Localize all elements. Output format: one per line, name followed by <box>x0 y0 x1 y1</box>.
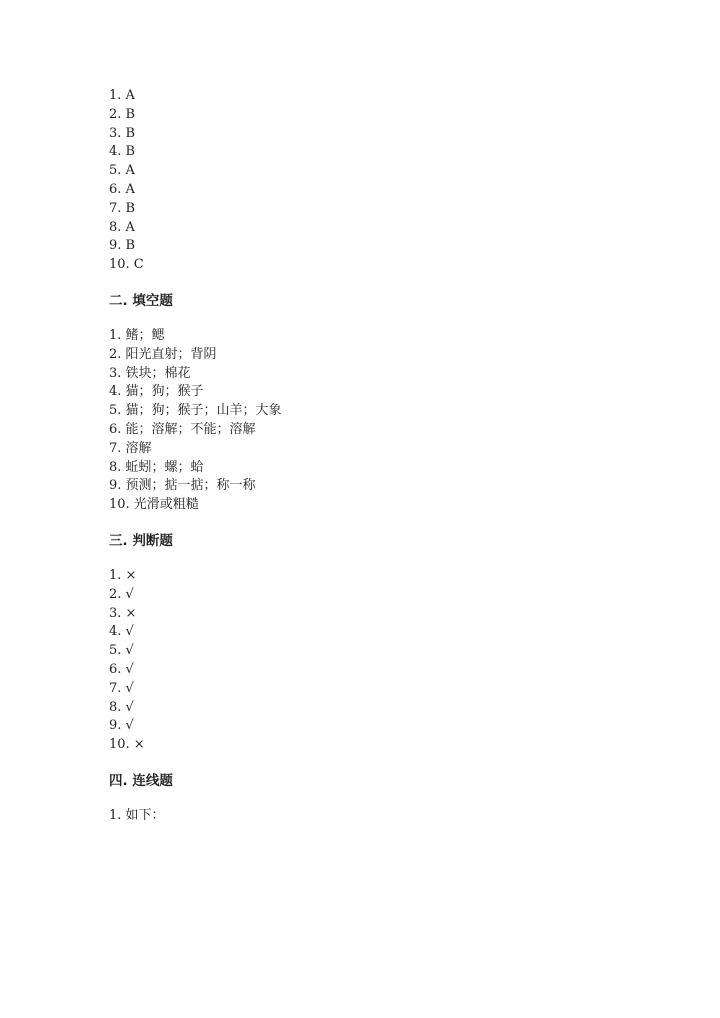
answer-item: 10. C <box>109 257 144 273</box>
section-choice-answers <box>109 87 669 275</box>
answer-item: 9. 预测；掂一掂；称一称 <box>109 478 256 494</box>
section-title-true-false: 三. 判断题 <box>109 532 173 549</box>
answer-item: 6. A <box>109 181 135 197</box>
answer-item: 7. B <box>109 200 136 216</box>
answer-item: 3. × <box>109 605 137 621</box>
answer-item: 5. √ <box>109 643 134 659</box>
section-fill-in-answers <box>109 327 669 515</box>
answer-item: 5. A <box>109 163 135 179</box>
answer-item: 4. B <box>109 144 136 160</box>
section-title-matching: 四. 连线题 <box>109 772 173 789</box>
spacer <box>109 791 669 807</box>
answer-item: 4. √ <box>109 624 134 640</box>
spacer <box>109 515 669 531</box>
answer-item: 3. B <box>109 125 136 141</box>
answer-item: 6. 能；溶解；不能；溶解 <box>109 421 256 437</box>
answer-item: 5. 猫；狗；猴子；山羊；大象 <box>109 403 282 419</box>
answer-item: 8. √ <box>109 699 134 715</box>
answer-item: 2. B <box>109 106 136 122</box>
answer-item: 8. A <box>109 219 135 235</box>
answer-item: 3. 铁块；棉花 <box>109 365 191 381</box>
section-true-false-answers <box>109 567 669 755</box>
answer-item: 9. B <box>109 238 136 254</box>
answer-item: 1. 鳍；鳃 <box>109 327 165 343</box>
section-title-fill-in: 二. 填空题 <box>109 292 173 309</box>
answer-item: 2. 阳光直射；背阴 <box>109 346 217 362</box>
spacer <box>109 311 669 327</box>
spacer <box>109 755 669 771</box>
section-matching-answers <box>109 807 669 826</box>
spacer <box>109 551 669 567</box>
answer-item: 1. A <box>109 88 135 103</box>
answer-item: 8. 蚯蚓；螺；蛤 <box>109 459 204 475</box>
answer-item: 1. × <box>109 567 137 583</box>
spacer <box>109 275 669 291</box>
answer-item: 10. × <box>109 737 145 753</box>
answer-item: 2. √ <box>109 586 134 602</box>
answer-document <box>109 87 669 826</box>
answer-item: 9. √ <box>109 718 134 734</box>
answer-item: 7. 溶解 <box>109 440 152 456</box>
answer-item: 1. 如下： <box>109 807 165 823</box>
answer-item: 10. 光滑或粗糙 <box>109 497 199 513</box>
answer-item: 4. 猫；狗；猴子 <box>109 384 204 400</box>
answer-item: 7. √ <box>109 680 134 696</box>
answer-item: 6. √ <box>109 661 134 677</box>
